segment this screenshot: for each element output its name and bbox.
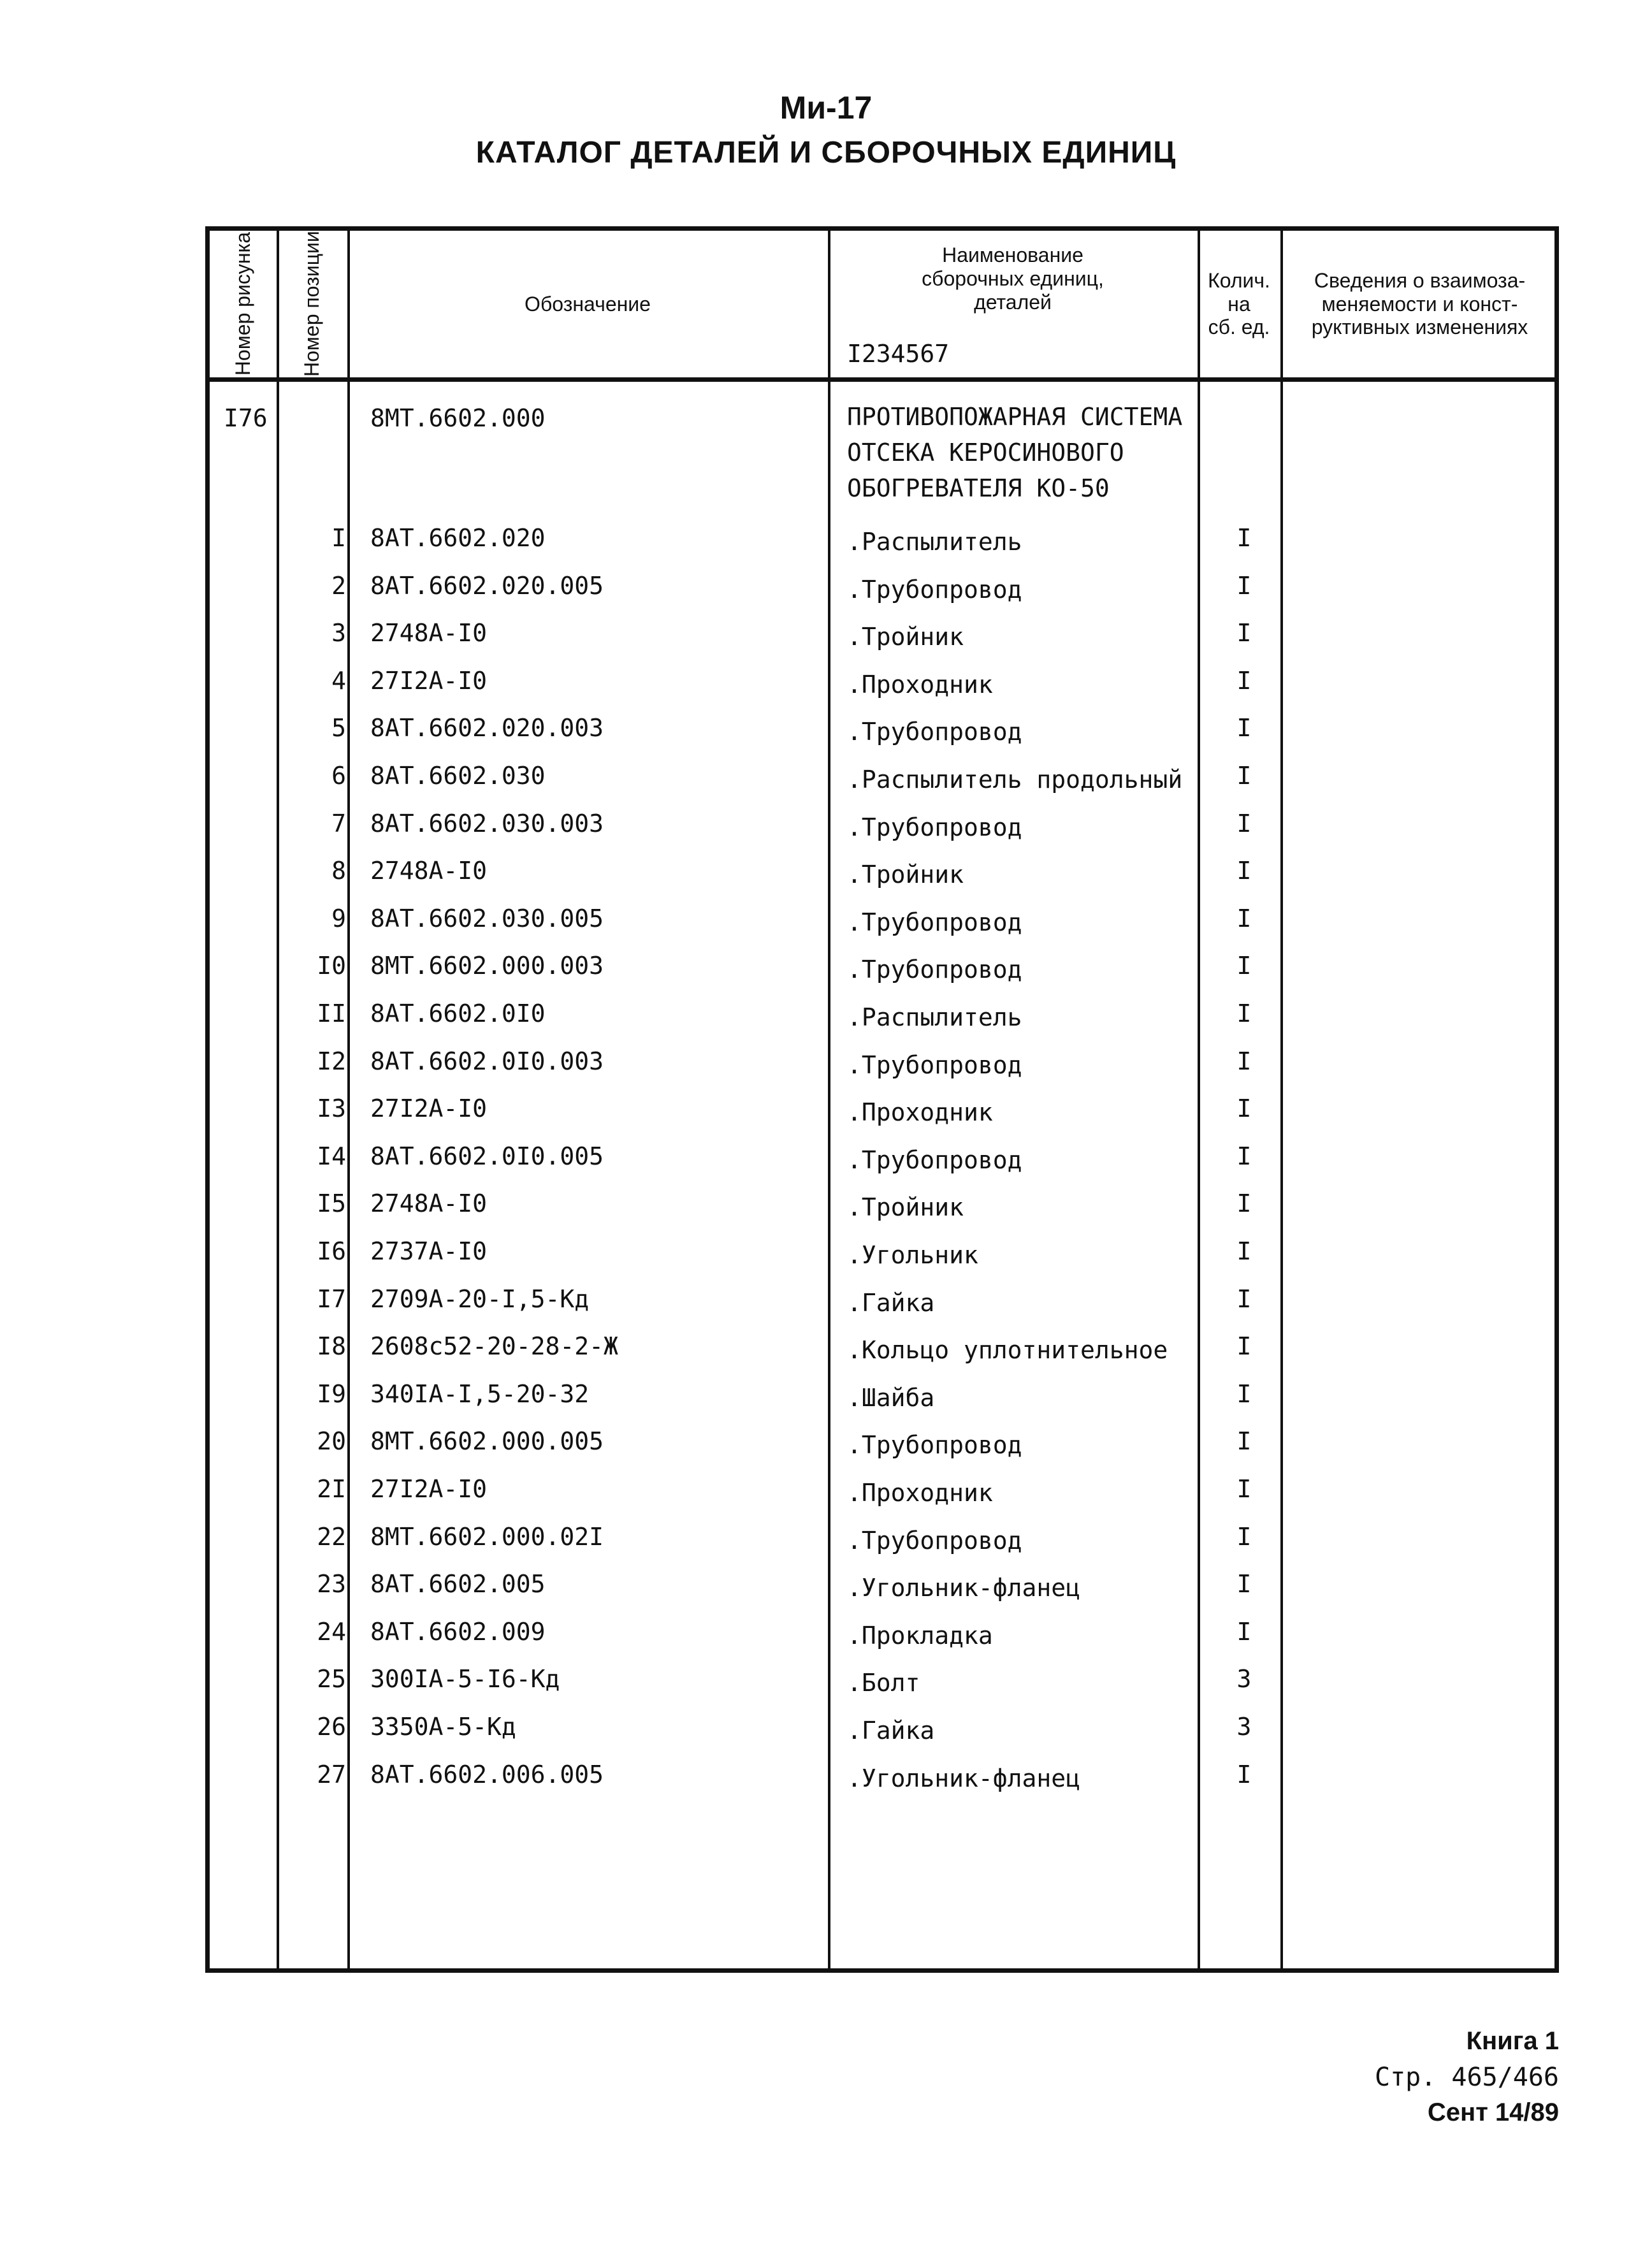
- table-row: [210, 904, 1554, 952]
- position-number: 24: [317, 1617, 346, 1646]
- position-number: 5: [331, 714, 346, 743]
- designation: 8АТ.6602.009: [370, 1617, 546, 1646]
- quantity: I: [1236, 1332, 1252, 1361]
- quantity: I: [1236, 1284, 1252, 1313]
- designation: 27I2А-I0: [370, 1475, 488, 1503]
- quantity: I: [1236, 1189, 1252, 1218]
- position-number: 7: [331, 809, 346, 838]
- quantity: I: [1236, 904, 1252, 933]
- designation: 300IА-5-I6-Кд: [370, 1665, 560, 1694]
- position-number: I7: [317, 1284, 346, 1313]
- designation: 8АТ.6602.0I0.005: [370, 1142, 604, 1170]
- position-number: I8: [317, 1332, 346, 1361]
- position-number: 25: [317, 1665, 346, 1694]
- quantity: I: [1236, 666, 1252, 695]
- table-row: [210, 762, 1554, 810]
- part-name: .Проходник: [847, 1098, 993, 1127]
- position-number: 2: [331, 571, 346, 600]
- position-number: 23: [317, 1570, 346, 1599]
- part-name: .Трубопровод: [847, 575, 1022, 604]
- position-number: I0: [317, 952, 346, 980]
- page-title: Ми-17: [779, 90, 873, 126]
- part-name: .Трубопровод: [847, 908, 1022, 936]
- position-number: I: [331, 524, 346, 552]
- parts-catalog-table: [205, 226, 1559, 1973]
- header-position-number: Номер позиции: [300, 231, 323, 377]
- quantity: I: [1236, 999, 1252, 1028]
- quantity: I: [1236, 762, 1252, 790]
- designation: 2748А-I0: [370, 619, 488, 648]
- quantity: I: [1236, 714, 1252, 743]
- header-name-digits: I234567: [847, 340, 950, 368]
- table-row-assembly: [210, 404, 1554, 525]
- designation: 27I2А-I0: [370, 1094, 488, 1123]
- position-number: 6: [331, 762, 346, 790]
- part-name: .Трубопровод: [847, 1431, 1022, 1460]
- table-row: [210, 1094, 1554, 1142]
- quantity: I: [1236, 1237, 1252, 1265]
- table-row: [210, 714, 1554, 762]
- quantity: I: [1236, 809, 1252, 838]
- designation: 8АТ.6602.020: [370, 524, 546, 552]
- table-row: [210, 1523, 1554, 1571]
- quantity: I: [1236, 1094, 1252, 1123]
- designation: 8МТ.6602.000.003: [370, 952, 604, 980]
- quantity: I: [1236, 1379, 1252, 1408]
- designation: 27I2А-I0: [370, 666, 488, 695]
- table-row: [210, 1380, 1554, 1428]
- designation: 8МТ.6602.000: [370, 404, 546, 432]
- designation: 8АТ.6602.020.003: [370, 714, 604, 743]
- quantity: I: [1236, 1047, 1252, 1075]
- footer-date: Сент 14/89: [1427, 2098, 1559, 2126]
- table-row: [210, 1189, 1554, 1237]
- table-row: [210, 1142, 1554, 1190]
- position-number: 2I: [317, 1475, 346, 1503]
- quantity: I: [1236, 1427, 1252, 1456]
- table-row: [210, 1665, 1554, 1713]
- table-row: [210, 857, 1554, 904]
- part-name: .Тройник: [847, 861, 964, 889]
- table-row: [210, 572, 1554, 620]
- table-row: [210, 1427, 1554, 1475]
- position-number: I5: [317, 1189, 346, 1218]
- quantity: 3: [1236, 1713, 1252, 1741]
- part-name: .Трубопровод: [847, 718, 1022, 746]
- footer-page: Стр. 465/466: [1375, 2063, 1559, 2092]
- part-name: .Кольцо уплотнительное: [847, 1336, 1168, 1365]
- quantity: I: [1236, 1617, 1252, 1646]
- position-number: II: [317, 999, 346, 1028]
- part-name: .Трубопровод: [847, 813, 1022, 841]
- designation: 8АТ.6602.030.005: [370, 904, 604, 933]
- table-row: [210, 1475, 1554, 1523]
- quantity: I: [1236, 1760, 1252, 1789]
- table-row: [210, 619, 1554, 667]
- part-name: .Проходник: [847, 1479, 993, 1507]
- designation: 8АТ.6602.030.003: [370, 809, 604, 838]
- part-name: .Шайба: [847, 1383, 935, 1412]
- designation: 2748А-I0: [370, 857, 488, 885]
- page-subtitle: КАТАЛОГ ДЕТАЛЕЙ И СБОРОЧНЫХ ЕДИНИЦ: [475, 136, 1177, 170]
- quantity: I: [1236, 857, 1252, 885]
- position-number: 3: [331, 619, 346, 648]
- designation: 2608с52-20-28-2-Ж: [370, 1332, 618, 1361]
- part-name: .Трубопровод: [847, 1526, 1022, 1555]
- position-number: 8: [331, 857, 346, 885]
- position-number: 4: [331, 666, 346, 695]
- table-row: [210, 1570, 1554, 1618]
- table-row: [210, 1285, 1554, 1333]
- header-interchangeability-notes: Сведения о взаимоза- меняемости и конст- руктивных изменениях: [1311, 268, 1528, 339]
- part-name: .Трубопровод: [847, 1050, 1022, 1079]
- part-name: .Трубопровод: [847, 1145, 1022, 1174]
- table-row: [210, 810, 1554, 857]
- designation: 2737А-I0: [370, 1237, 488, 1265]
- part-name: .Тройник: [847, 1193, 964, 1222]
- table-row: [210, 1047, 1554, 1095]
- part-name: .Трубопровод: [847, 955, 1022, 984]
- table-row: [210, 1713, 1554, 1761]
- part-name: .Угольник-фланец: [847, 1574, 1081, 1602]
- figure-number: I76: [224, 404, 268, 432]
- position-number: 20: [317, 1427, 346, 1456]
- part-name: .Прокладка: [847, 1621, 993, 1650]
- designation: 8АТ.6602.030: [370, 762, 546, 790]
- quantity: I: [1236, 1475, 1252, 1503]
- designation: 8АТ.6602.006.005: [370, 1760, 604, 1789]
- position-number: I4: [317, 1142, 346, 1170]
- designation: 8АТ.6602.0I0.003: [370, 1047, 604, 1075]
- quantity: I: [1236, 571, 1252, 600]
- part-name: .Гайка: [847, 1717, 935, 1745]
- footer-book: Книга 1: [1466, 2027, 1559, 2055]
- position-number: 22: [317, 1522, 346, 1551]
- position-number: 9: [331, 904, 346, 933]
- position-number: 27: [317, 1760, 346, 1789]
- designation: 2748А-I0: [370, 1189, 488, 1218]
- part-name: .Угольник-фланец: [847, 1764, 1081, 1792]
- part-name: .Тройник: [847, 623, 964, 651]
- designation: 8АТ.6602.005: [370, 1570, 546, 1599]
- quantity: I: [1236, 1522, 1252, 1551]
- designation: 8АТ.6602.020.005: [370, 571, 604, 600]
- assembly-name: ПРОТИВОПОЖАРНАЯ СИСТЕМА ОТСЕКА КЕРОСИНОВОГО ОБОГРЕВАТЕЛЯ КО-50: [847, 403, 1183, 502]
- header-quantity: Колич. на сб. ед.: [1208, 268, 1270, 339]
- designation: 8МТ.6602.000.02I: [370, 1522, 604, 1551]
- designation: 2709А-20-I,5-Кд: [370, 1284, 590, 1313]
- header-figure-number: Номер рисунка: [231, 232, 254, 376]
- quantity: I: [1236, 952, 1252, 980]
- table-row: [210, 1237, 1554, 1285]
- position-number: I3: [317, 1094, 346, 1123]
- designation: 8МТ.6602.000.005: [370, 1427, 604, 1456]
- part-name: .Проходник: [847, 670, 993, 699]
- part-name: .Гайка: [847, 1288, 935, 1317]
- position-number: I6: [317, 1237, 346, 1265]
- part-name: .Распылитель продольный: [847, 766, 1183, 794]
- part-name: .Распылитель: [847, 528, 1022, 556]
- position-number: 26: [317, 1713, 346, 1741]
- table-row: [210, 952, 1554, 999]
- header-divider: [210, 377, 1554, 382]
- table-row: [210, 1332, 1554, 1380]
- quantity: I: [1236, 1570, 1252, 1599]
- quantity: I: [1236, 1142, 1252, 1170]
- part-name: .Угольник: [847, 1241, 978, 1269]
- header-designation: Обозначение: [525, 292, 651, 316]
- designation: 8АТ.6602.0I0: [370, 999, 546, 1028]
- table-row: [210, 999, 1554, 1047]
- table-row: [210, 1761, 1554, 1808]
- table-row: [210, 524, 1554, 572]
- part-name: .Распылитель: [847, 1003, 1022, 1031]
- position-number: I9: [317, 1379, 346, 1408]
- quantity: I: [1236, 524, 1252, 552]
- designation: 3350А-5-Кд: [370, 1713, 516, 1741]
- quantity: I: [1236, 619, 1252, 648]
- part-name: .Болт: [847, 1669, 920, 1697]
- header-name: Наименование сборочных единиц, деталей I234567: [847, 243, 1104, 368]
- designation: 340IА-I,5-20-32: [370, 1379, 590, 1408]
- table-row: [210, 1618, 1554, 1666]
- position-number: I2: [317, 1047, 346, 1075]
- quantity: 3: [1236, 1665, 1252, 1694]
- table-row: [210, 667, 1554, 715]
